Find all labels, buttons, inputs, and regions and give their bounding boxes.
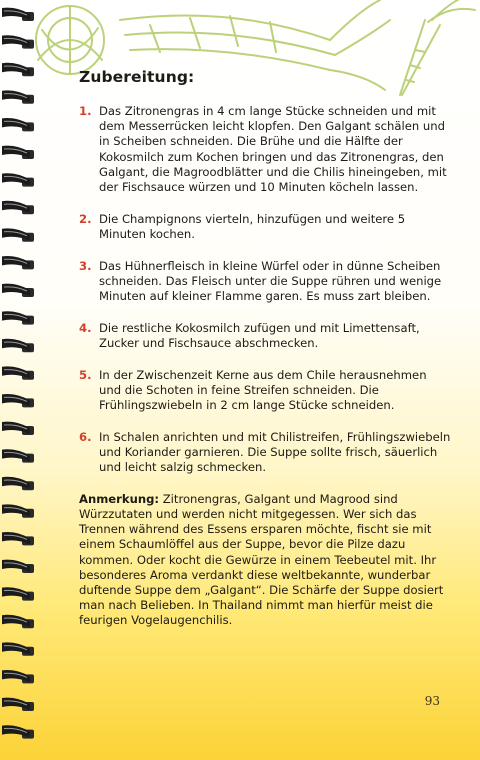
list-item bbox=[79, 321, 451, 351]
step-number: 5. bbox=[79, 367, 92, 382]
step-text: In der Zwischenzeit Kerne aus dem Chile herausnehmen und die Schoten in feine Streifen schneiden. Die Frühlingszwiebeln in 2 cm lange Stücke schneiden. bbox=[99, 367, 427, 413]
list-item bbox=[79, 430, 451, 476]
note-paragraph bbox=[79, 492, 451, 629]
note-label: Anmerkung: bbox=[79, 491, 160, 506]
list-item bbox=[79, 104, 451, 195]
step-text: Die restliche Kokosmilch zufügen und mit Limettensaft, Zucker und Fischsauce abschmecken. bbox=[99, 320, 420, 350]
page-title: Zubereitung: bbox=[79, 68, 195, 86]
step-number: 4. bbox=[79, 320, 92, 335]
step-text: In Schalen anrichten und mit Chilistreifen, Frühlingszwiebeln und Koriander garnieren. Die Suppe sollte frisch, säuerlich und leicht salzig schmecken. bbox=[99, 429, 451, 475]
note-text: Zitronengras, Galgant und Magrood sind Würzzutaten und werden nicht mitgegessen. Wer sich das Trennen während des Essens ersparen möchte, fischt sie mit einem Schaumlöffel aus der Suppe, bevor die Pilze dazu kommen. Oder kocht die Gewürze in einem Teebeutel mit. Ihr besonderes Aroma verdankt diese weltbekannte, wunderbar duftende Suppe dem „Galgant“. Die Schärfe der Suppe dosiert man nach Belieben. In Thailand nimmt man hierfür meist die feurigen Vogelaugenchilis. bbox=[79, 491, 444, 628]
recipe-content bbox=[79, 68, 451, 640]
list-item bbox=[79, 368, 451, 414]
page-number: 93 bbox=[424, 694, 440, 708]
cabbage-icon bbox=[36, 6, 104, 74]
list-item bbox=[79, 212, 451, 242]
step-text: Das Zitronengras in 4 cm lange Stücke schneiden und mit dem Messerrücken leicht klopfen. Den Galgant schälen und in Scheiben schneiden. Die Brühe und die Hälfte der Kokosmilch zum Kochen bringen und das Zitronengras, den Galgant, die Magroodblätter und die Chilis hineingeben, mit der Fischsauce würzen und 10 Minuten köcheln lassen. bbox=[99, 104, 447, 195]
step-text: Die Champignons vierteln, hinzufügen und weitere 5 Minuten kochen. bbox=[99, 211, 406, 241]
spiral-binding-icon bbox=[0, 0, 42, 760]
step-number: 3. bbox=[79, 258, 92, 273]
step-number: 6. bbox=[79, 429, 92, 444]
step-number: 1. bbox=[79, 104, 92, 118]
step-list bbox=[79, 104, 451, 475]
list-item bbox=[79, 259, 451, 305]
step-text: Das Hühnerfleisch in kleine Würfel oder in dünne Scheiben schneiden. Das Fleisch unter die Suppe rühren und wenige Minuten auf kleiner Flamme garen. Es muss zart bleiben. bbox=[99, 258, 442, 304]
step-number: 2. bbox=[79, 211, 92, 226]
